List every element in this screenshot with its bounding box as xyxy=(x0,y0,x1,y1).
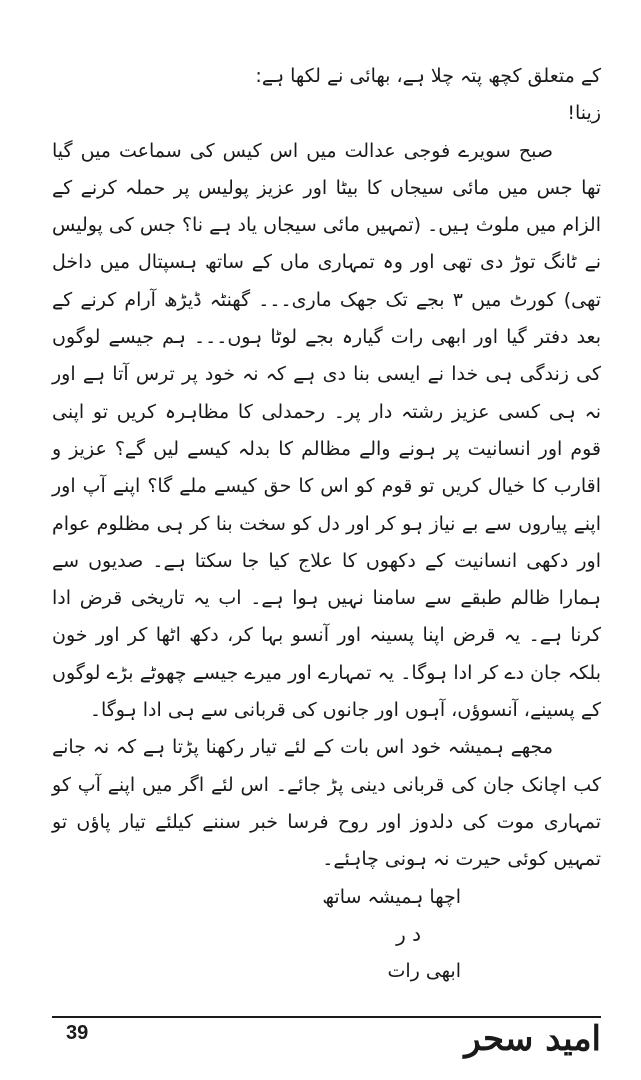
page-number: 39 xyxy=(66,1022,89,1044)
book-title: امید سحر xyxy=(464,1019,601,1059)
closing-mark: د ر xyxy=(396,921,421,946)
letter-body xyxy=(52,58,601,990)
salutation: زینا! xyxy=(567,102,601,125)
sign-off: ابھی رات xyxy=(387,960,461,983)
paragraph-1: صبح سویرے فوجی عدالت میں اس کیس کی سماعت میں گیا تھا جس میں مائی سیجاں کا بیٹا اور عزیز پولیس پر حملہ کرنے کے الزام میں ملوث ہیں۔ (تمہیں مائی سیجاں یاد ہے نا؟ جس کی پولیس نے ٹانگ توڑ دی تھی اور وہ تمہاری ماں کے ساتھ ہسپتال میں داخل تھی) کورٹ میں ۳ بجے تک جھک ماری۔۔۔ گھنٹہ ڈیڑھ آرام کرنے کے بعد دفتر گیا اور ابھی رات گیارہ بجے لوٹا ہوں۔۔۔ ہم جیسے لوگوں کی زندگی ہی خدا نے ایسی بنا دی ہے کہ نہ خود پر ترس آتا ہے اور نہ ہی کسی عزیز رشتہ دار پر۔ رحمدلی کا مظاہرہ کریں تو اپنی قوم اور انسانیت پر ہونے والے مظالم کا بدلہ کیسے لیں گے؟ عزیز و اقارب کا خیال کریں تو قوم کو اس کا حق کیسے ملے گا؟ اپنے آپ اور اپنے پیاروں سے بے نیاز ہو کر اور دل کو سخت بنا کر ہی مظلوم عوام اور دکھی انسانیت کے دکھوں کا علاج کیا جا سکتا ہے۔ صدیوں سے ہمارا ظالم طبقے سے سامنا نہیں ہوا ہے۔ اب یہ تاریخی قرض ادا کرنا ہے۔ یہ قرض اپنا پسینہ اور آنسو بہا کر، دکھ اٹھا کر اور خون بلکہ جان دے کر ادا ہوگا۔ یہ تمہارے اور میرے جیسے چھوٹے بڑے لوگوں کے پسینے، آنسوؤں، آہوں اور جانوں کی قربانی سے ہی ادا ہوگا۔ xyxy=(52,139,601,722)
intro-line: کے متعلق کچھ پتہ چلا ہے، بھائی نے لکھا ہے: xyxy=(255,65,601,87)
closing-line: اچھا ہمیشہ ساتھ xyxy=(322,885,461,908)
paragraph-2: مجھے ہمیشہ خود اس بات کے لئے تیار رکھنا پڑتا ہے کہ نہ جانے کب اچانک جان کی قربانی دینی پڑ جائے۔ اس لئے اگر میں اپنے آپ کو تمہاری موت کی دلدوز اور روح فرسا خبر سننے کیلئے تیار پاؤں تو تمہیں کوئی حیرت نہ ہونی چاہئے۔ xyxy=(52,736,601,871)
